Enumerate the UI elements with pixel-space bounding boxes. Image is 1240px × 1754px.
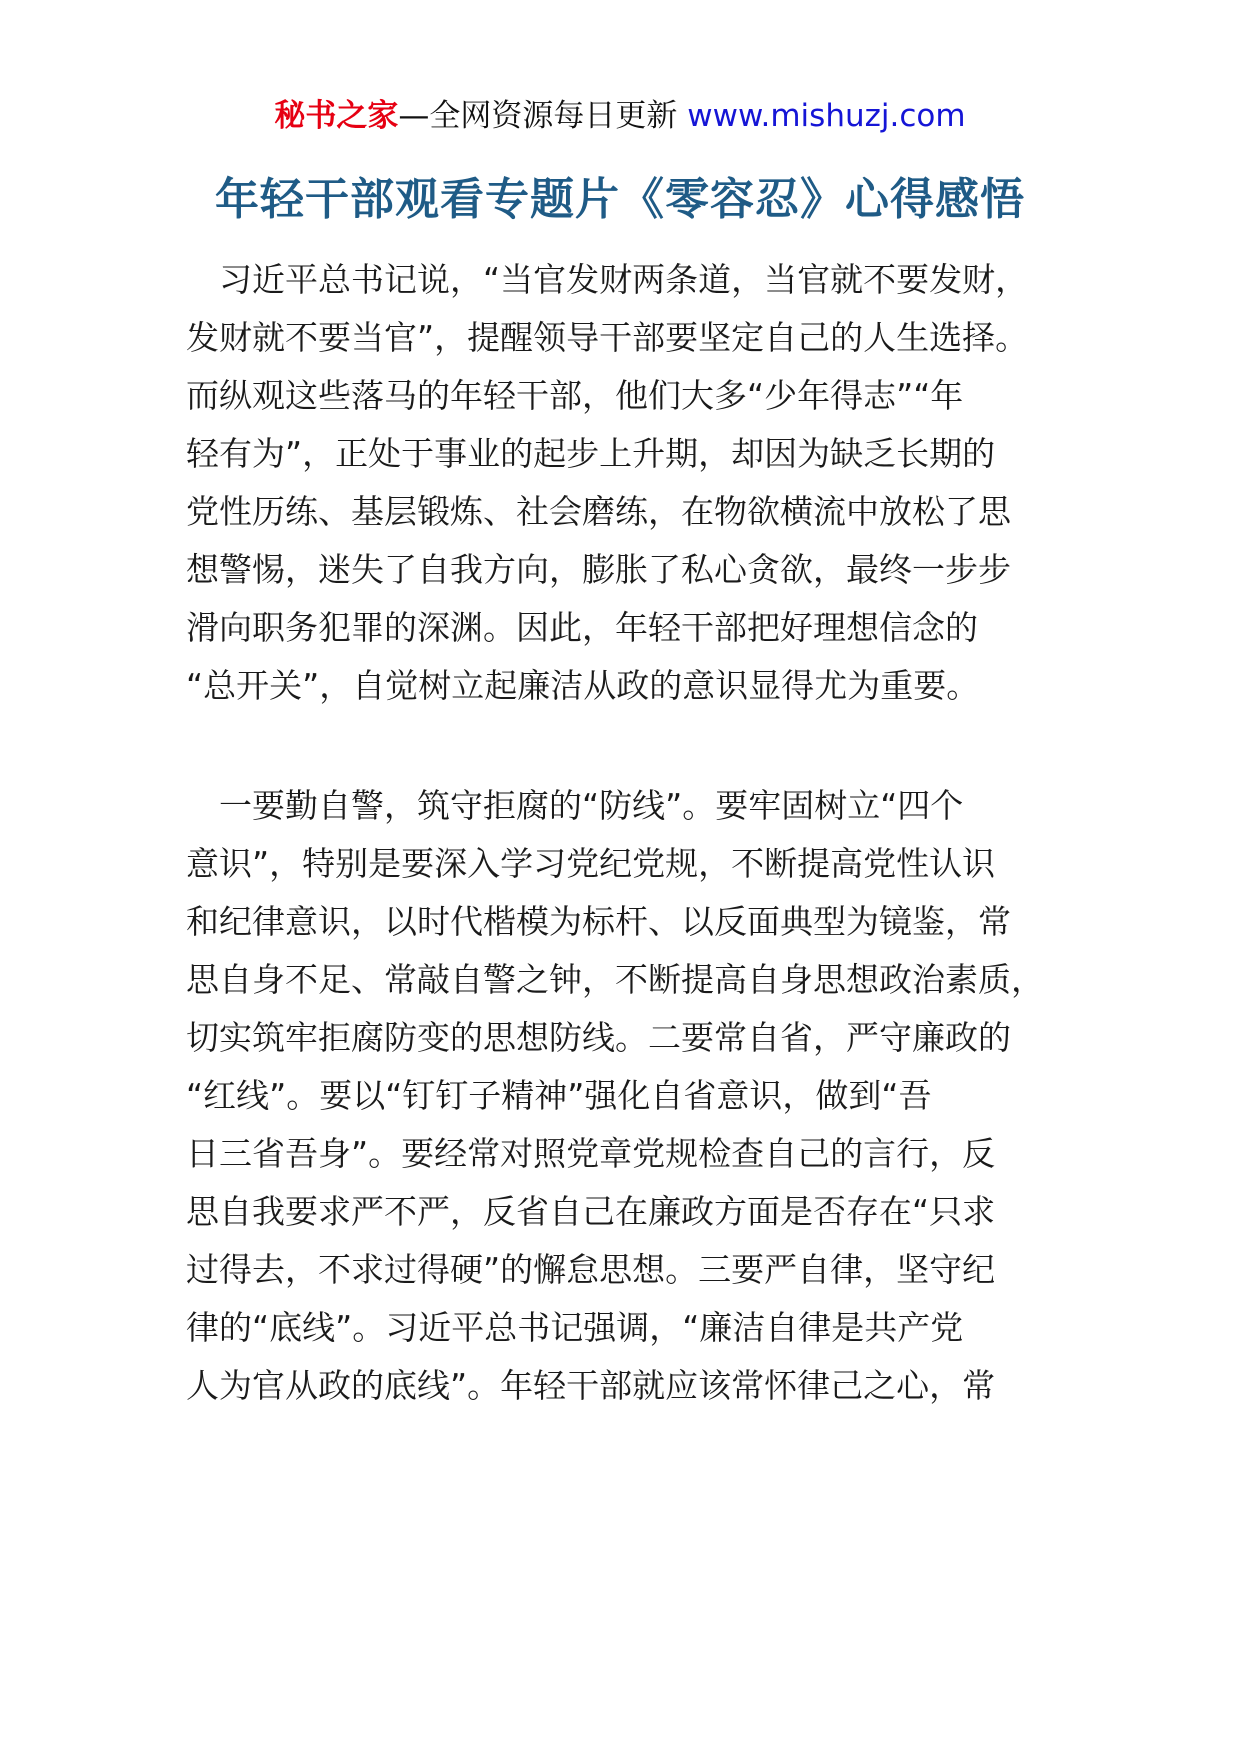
paragraph-line: 人为官从政的底线”。年轻干部就应该常怀律己之心，常 <box>186 1366 996 1405</box>
paragraph-line: 滑向职务犯罪的深渊。因此，年轻干部把好理想信念的 <box>186 608 978 647</box>
paragraph-2 <box>186 777 1056 1415</box>
paragraph-line: 而纵观这些落马的年轻干部，他们大多“少年得志”“年 <box>186 376 964 415</box>
site-slogan: —全网资源每日更新 <box>398 98 678 134</box>
paragraph-line: 一要勤自警，筑守拒腐的“防线”。要牢固树立“四个 <box>186 786 964 825</box>
paragraph-line: 律的“底线”。习近平总书记强调，“廉洁自律是共产党 <box>186 1308 964 1347</box>
site-header <box>0 96 1240 136</box>
paragraph-line: 想警惕，迷失了自我方向，膨胀了私心贪欲，最终一步步 <box>186 550 1011 589</box>
paragraph-line: 切实筑牢拒腐防变的思想防线。二要常自省，严守廉政的 <box>186 1018 1011 1057</box>
site-url-link[interactable]: www.mishuzj.com <box>687 98 966 134</box>
paragraph-line: “总开关”，自觉树立起廉洁从政的意识显得尤为重要。 <box>186 666 980 705</box>
paragraph-line: “红线”。要以“钉钉子精神”强化自省意识，做到“吾 <box>186 1076 932 1115</box>
paragraph-line: 发财就不要当官”，提醒领导干部要坚定自己的人生选择。 <box>186 318 1029 357</box>
paragraph-line: 习近平总书记说，“当官发财两条道，当官就不要发财， <box>186 260 1029 299</box>
paragraph-line: 轻有为”，正处于事业的起步上升期，却因为缺乏长期的 <box>186 434 996 473</box>
paragraph-line: 党性历练、基层锻炼、社会磨练，在物欲横流中放松了思 <box>186 492 1011 531</box>
paragraph-1 <box>186 251 1056 715</box>
paragraph-line: 思自身不足、常敲自警之钟，不断提高自身思想政治素质， <box>186 960 1044 999</box>
paragraph-line: 和纪律意识，以时代楷模为标杆、以反面典型为镜鉴，常 <box>186 902 1011 941</box>
paragraph-line: 意识”，特别是要深入学习党纪党规，不断提高党性认识 <box>186 844 996 883</box>
paragraph-line: 过得去，不求过得硬”的懈怠思想。三要严自律，坚守纪 <box>186 1250 996 1289</box>
paragraph-line: 日三省吾身”。要经常对照党章党规检查自己的言行，反 <box>186 1134 996 1173</box>
site-brand: 秘书之家 <box>274 98 399 134</box>
paragraph-line: 思自我要求严不严，反省自己在廉政方面是否存在“只求 <box>186 1192 996 1231</box>
document-title: 年轻干部观看专题片《零容忍》心得感悟 <box>215 174 1025 225</box>
